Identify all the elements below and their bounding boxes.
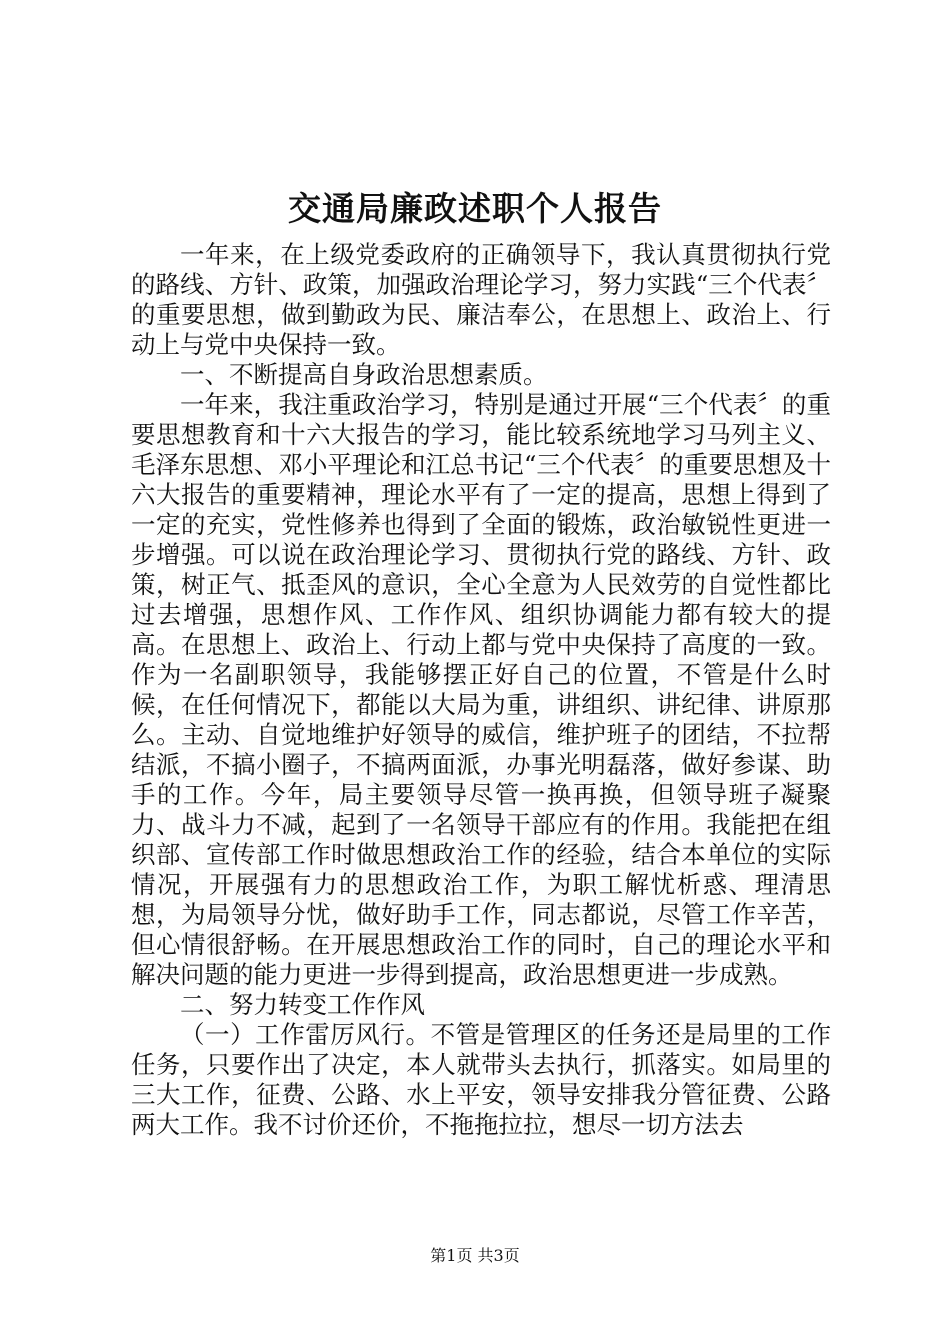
paragraph-intro: 一年来，在上级党委政府的正确领导下，我认真贯彻执行党的路线、方针、政策，加强政治理论学习，努力实践“三个代表〞的重要思想，做到勤政为民、廉洁奉公，在思想上、政治上、行动上与党中央保持一致。 bbox=[131, 240, 831, 359]
section-heading-2: 二、努力转变工作作风 bbox=[180, 990, 425, 1019]
section-heading-1: 一、不断提高自身政治思想素质。 bbox=[180, 360, 548, 389]
page-footer: 第1页 共3页 bbox=[430, 1246, 520, 1265]
paragraph-section-1: 一年来，我注重政治学习，特别是通过开展“三个代表〞的重要思想教育和十六大报告的学习，能比较系统地学习马列主义、毛泽东思想、邓小平理论和江总书记“三个代表〞的重要思想及十六大报告的重要精神，理论水平有了一定的提高，思想上得到了一定的充实，党性修养也得到了全面的锻炼，政治敏锐性更进一步增强。可以说在政治理论学习、贯彻执行党的路线、方针、政策，树正气、抵歪风的意识，全心全意为人民效劳的自觉性都比过去增强，思想作风、工作作风、组织协调能力都有较大的提高。在思想上、政治上、行动上都与党中央保持了高度的一致。作为一名副职领导，我能够摆正好自己的位置，不管是什么时候，在任何情况下，都能以大局为重，讲组织、讲纪律、讲原那么。主动、自觉地维护好领导的威信，维护班子的团结，不拉帮结派，不搞小圈子，不搞两面派，办事光明磊落，做好参谋、助手的工作。今年，局主要领导尽管一换再换，但领导班子凝聚力、战斗力不减，起到了一名领导干部应有的作用。我能把在组织部、宣传部工作时做思想政治工作的经验，结合本单位的实际情况，开展强有力的思想政治工作，为职工解忧析惑、理清思想，为局领导分忧，做好助手工作，同志都说，尽管工作辛苦，但心情很舒畅。在开展思想政治工作的同时，自己的理论水平和解决问题的能力更进一步得到提高，政治思想更进一步成熟。 bbox=[131, 390, 831, 989]
document-body bbox=[131, 240, 831, 1140]
document-title: 交通局廉政述职个人报告 bbox=[288, 189, 662, 228]
paragraph-section-2-item-1: （一）工作雷厉风行。不管是管理区的任务还是局里的工作任务，只要作出了决定，本人就带头去执行，抓落实。如局里的三大工作，征费、公路、水上平安，领导安排我分管征费、公路两大工作。我不讨价还价，不拖拖拉拉，想尽一切方法去 bbox=[131, 1020, 831, 1139]
